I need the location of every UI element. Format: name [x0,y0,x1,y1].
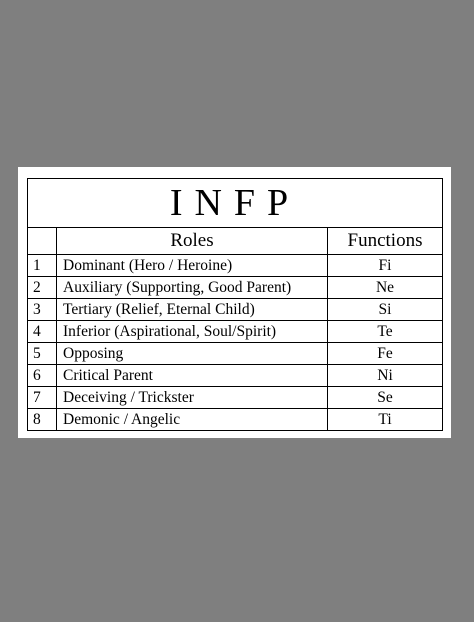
function-cell: Ni [328,365,443,387]
role-cell: Deceiving / Trickster [57,387,328,409]
function-cell: Fe [328,343,443,365]
table-title: INFP [28,179,443,228]
table-row [28,277,443,299]
role-cell: Tertiary (Relief, Eternal Child) [57,299,328,321]
row-number: 2 [28,277,57,299]
function-cell: Fi [328,255,443,277]
role-cell: Demonic / Angelic [57,409,328,431]
row-number: 8 [28,409,57,431]
table-row [28,387,443,409]
number-header [28,228,57,255]
table-row [28,321,443,343]
header-row [28,228,443,255]
role-cell: Inferior (Aspirational, Soul/Spirit) [57,321,328,343]
row-number: 1 [28,255,57,277]
roles-header: Roles [57,228,328,255]
function-cell: Se [328,387,443,409]
row-number: 7 [28,387,57,409]
table-row [28,255,443,277]
table-row [28,365,443,387]
function-cell: Ne [328,277,443,299]
role-cell: Auxiliary (Supporting, Good Parent) [57,277,328,299]
infp-card [18,167,451,438]
role-cell: Opposing [57,343,328,365]
function-cell: Te [328,321,443,343]
row-number: 3 [28,299,57,321]
function-cell: Ti [328,409,443,431]
role-cell: Dominant (Hero / Heroine) [57,255,328,277]
table-row [28,343,443,365]
row-number: 6 [28,365,57,387]
roles-table [27,178,443,431]
table-row [28,299,443,321]
table-row [28,409,443,431]
role-cell: Critical Parent [57,365,328,387]
functions-header: Functions [328,228,443,255]
function-cell: Si [328,299,443,321]
row-number: 5 [28,343,57,365]
row-number: 4 [28,321,57,343]
